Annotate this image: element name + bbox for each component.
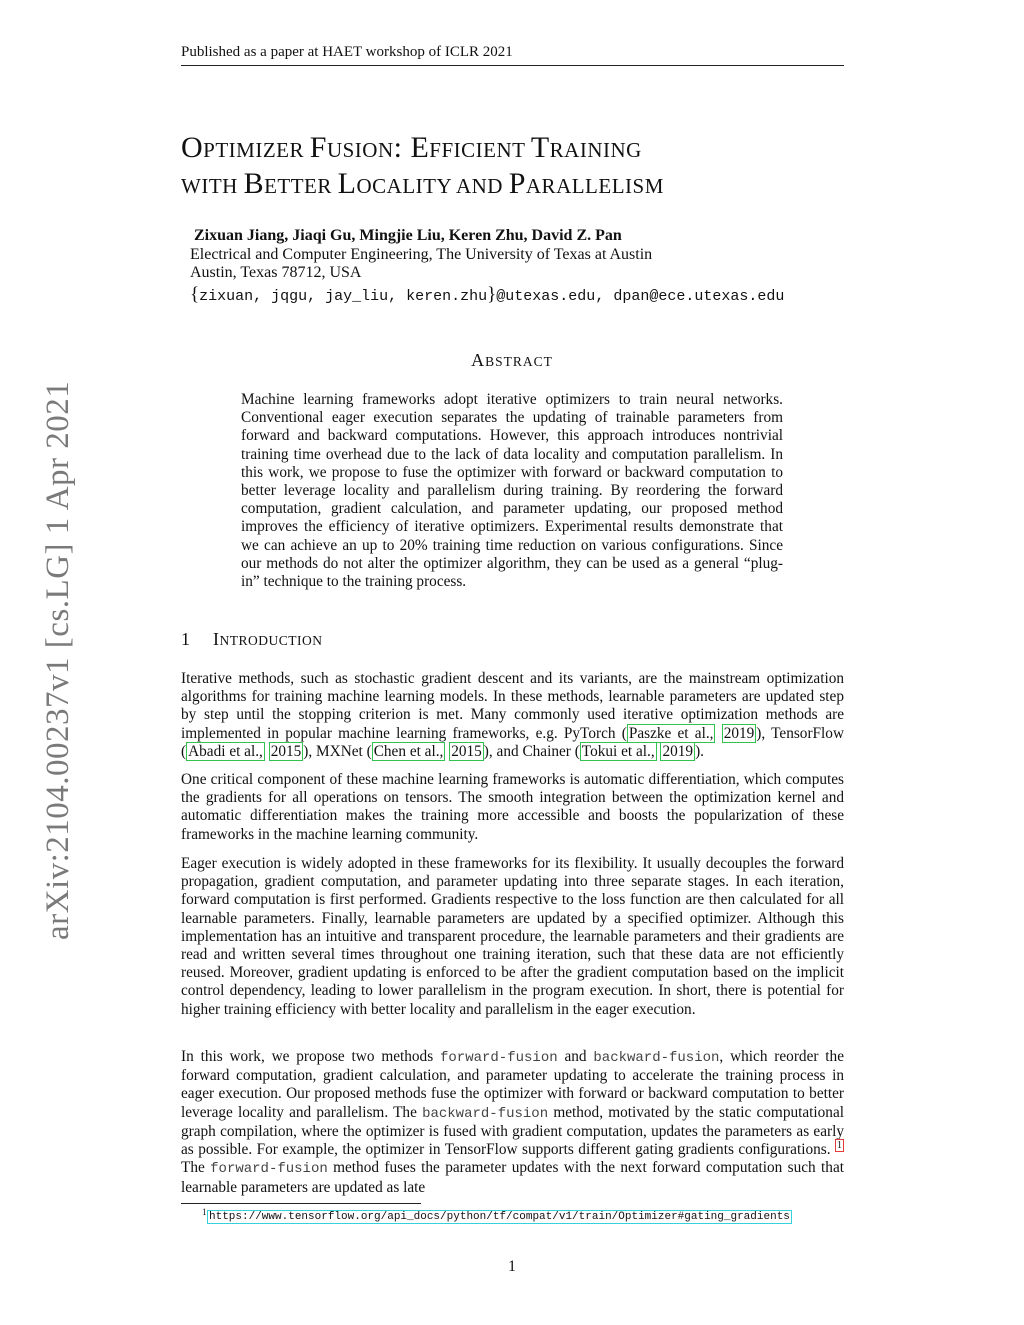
citation-link[interactable]: Chen et al., bbox=[373, 742, 444, 760]
paper-title bbox=[181, 131, 881, 203]
code-backward-fusion: backward-fusion bbox=[422, 1105, 549, 1122]
author-emails: {zixuan, jqgu, jay_liu, keren.zhu}@utexas.edu, dpan@ece.utexas.edu bbox=[190, 284, 785, 305]
arxiv-stamp[interactable]: arXiv:2104.00237v1 [cs.LG] 1 Apr 2021 bbox=[40, 380, 76, 940]
abstract-heading: ABSTRACT bbox=[471, 350, 553, 370]
footnote-rule bbox=[181, 1203, 421, 1204]
intro-paragraph-2: One critical component of these machine learning frameworks is automatic differentiation, which computes the gradients for all operations on tensors. The smooth integration between the optimization kernel and automatic differentiation makes the training more accessible and boosts the popularization of these frameworks in the machine learning community. bbox=[181, 771, 844, 843]
intro-paragraph-3: Eager execution is widely adopted in these frameworks for its flexibility. It usually decouples the forward propagation, gradient computation, and parameter updating into three separate stages. In each iteration, forward computation is first performed. Gradients respective to the loss function are then calculated for all learnable parameters. Finally, learnable parameters are updated by a specified optimizer. Although this implementation has an intuitive and transparent procedure, the learnable parameters and their gradients are read and written several times throughout one training iteration, such that these data are not efficiently reused. Moreover, gradient updating is enforced to be after the gradient computation based on the implicit control dependency, leading to lower parallelism in the program execution. In short, there is potential for higher training efficiency with better locality and parallelism in the eager execution. bbox=[181, 855, 844, 1018]
footnote-ref-link[interactable]: 1 bbox=[837, 1140, 842, 1152]
citation-link[interactable]: Tokui et al., bbox=[581, 742, 655, 760]
header-rule bbox=[181, 65, 844, 66]
affiliation bbox=[190, 246, 652, 282]
title-line-2: WITH BETTER LOCALITY AND PARALLELISM bbox=[181, 167, 664, 200]
intro-paragraph-1: Iterative methods, such as stochastic gradient descent and its variants, are the mainstream optimization algorithms for training machine learning models. In these methods, learnable parameters are updated step by step until the stopping criterion is met. Many commonly used iterative optimization methods are implemented in popular machine learning frameworks, e.g. PyTorch ( Paszke et al., 2019 ), TensorFlow ( Abadi et al., 2015 ), MXNet ( Chen et al., 2015 ), and Chainer ( Tokui et al., 2019 ). bbox=[181, 670, 845, 760]
citation-link[interactable]: 2019 bbox=[723, 724, 755, 742]
running-header: Published as a paper at HAET workshop of ICLR 2021 bbox=[181, 44, 513, 60]
code-forward-fusion: forward-fusion bbox=[210, 1161, 328, 1178]
section-heading-introduction: 1 INTRODUCTION bbox=[181, 629, 323, 649]
intro-paragraph-4: In this work, we propose two methods forward-fusion and backward-fusion, which reorder the forward computation, gradient calculation, and parameter updating to accelerate the training process in eager execution. Our proposed methods fuse the optimizer with forward or backward computation to better leverage locality and parallelism. The backward-fusion method, motivated by the static computational graph compilation, where the optimizer is fused with gradient computation, updates the parameters as early as possible. For example, the optimizer in TensorFlow supports different gating gradients configurations. $^1$ The forward-fusion method fuses the parameter updates with the next forward computation such that learnable parameters are updated as late bbox=[181, 1048, 844, 1196]
citation-link[interactable]: 2019 bbox=[662, 742, 694, 760]
footnote-mark: 1 bbox=[202, 1207, 207, 1217]
citation-link[interactable]: Paszke et al., bbox=[628, 724, 714, 742]
citation-link[interactable]: 2015 bbox=[270, 742, 302, 760]
affiliation-dept: Electrical and Computer Engineering, The University of Texas at Austin bbox=[190, 246, 653, 263]
code-backward-fusion: backward-fusion bbox=[593, 1050, 720, 1066]
abstract-text: Machine learning frameworks adopt iterative optimizers to train neural networks. Conventional eager execution separates the updating of trainable parameters from forward and backward computations. However, this approach introduces nontrivial training time overhead due to the lack of data locality and computation parallelism. In this work, we propose to fuse the optimizer with forward or backward computation to better leverage locality and parallelism during training. By reordering the forward computation, gradient calculation, and parameter updating, our proposed method improves the efficiency of iterative optimizers. Experimental results demonstrate that we can achieve an up to 20% training time reduction on various configurations. Since our methods do not alter the optimizer algorithm, they can be used as a general “plug-in” technique to the training process. bbox=[241, 391, 783, 591]
code-forward-fusion: forward-fusion bbox=[440, 1050, 558, 1066]
author-list: Zixuan Jiang, Jiaqi Gu, Mingjie Liu, Keren Zhu, David Z. Pan bbox=[194, 227, 622, 244]
citation-link[interactable]: 2015 bbox=[451, 742, 482, 760]
citation-link[interactable]: Abadi et al., bbox=[188, 742, 263, 760]
page-number: 1 bbox=[508, 1258, 516, 1275]
footnote-url-link[interactable]: https://www.tensorflow.org/api_docs/python/tf/compat/v1/train/Optimizer#gating_gradients bbox=[209, 1211, 790, 1223]
affiliation-location: Austin, Texas 78712, USA bbox=[190, 264, 362, 281]
title-line-1: OPTIMIZER FUSION: EFFICIENT TRAINING bbox=[181, 131, 642, 164]
